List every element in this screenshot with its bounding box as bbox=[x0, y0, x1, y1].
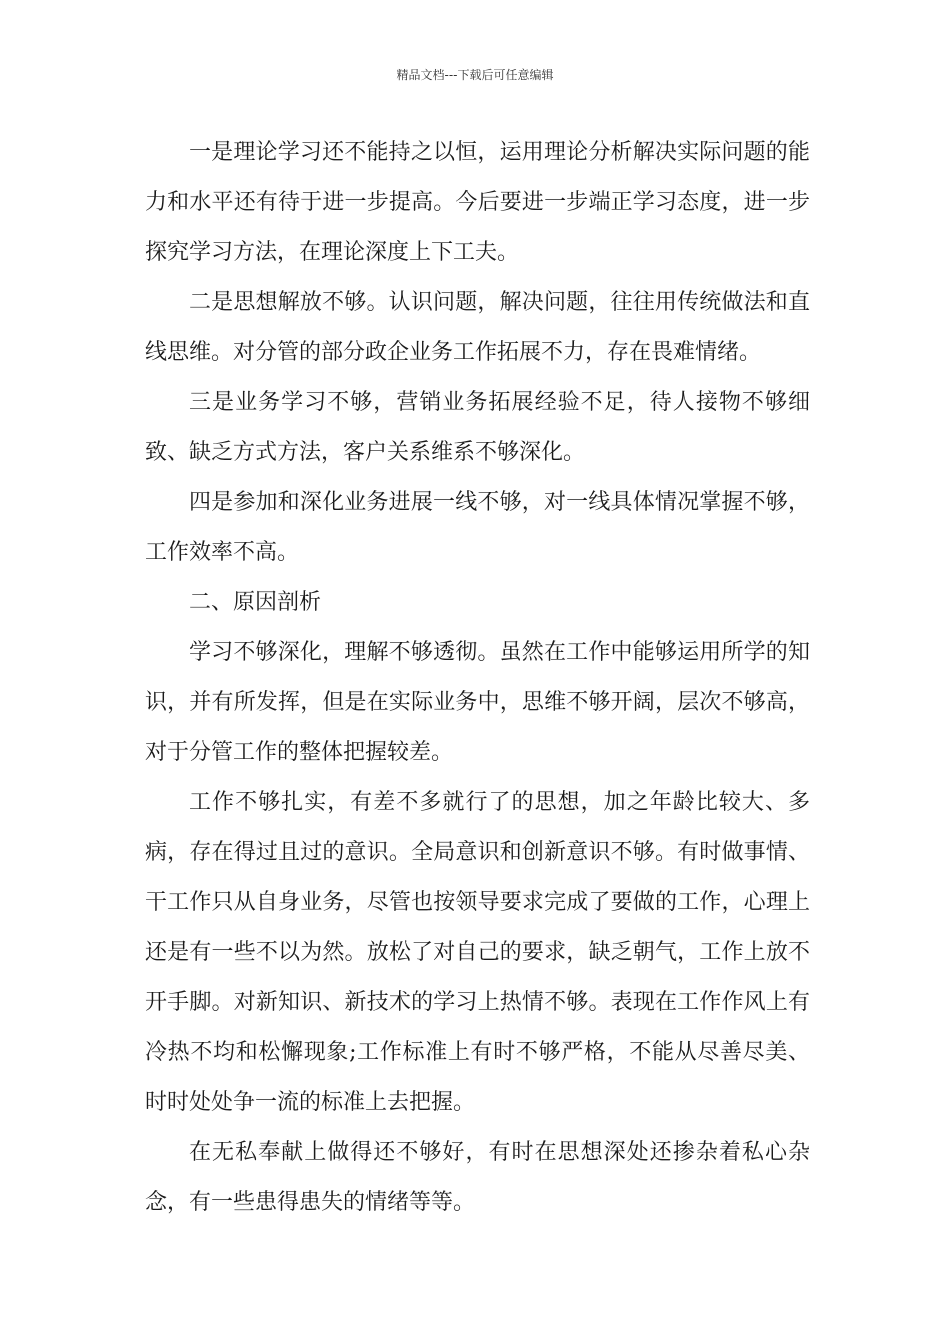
paragraph-thought-liberation: 二是思想解放不够。认识问题，解决问题，往往用传统做法和直线思维。对分管的部分政企业务工作拓展不力，存在畏难情绪。 bbox=[145, 290, 810, 365]
section-heading-cause-analysis: 二、原因剖析 bbox=[189, 590, 322, 615]
page-header: 精品文档---下载后可任意编辑 bbox=[396, 68, 554, 82]
paragraph-theory-study: 一是理论学习还不能持之以恒，运用理论分析解决实际问题的能力和水平还有待于进一步提高。今后要进一步端正学习态度，进一步探究学习方法，在理论深度上下工夫。 bbox=[145, 140, 810, 265]
paragraph-business-study: 三是业务学习不够，营销业务拓展经验不足，待人接物不够细致、缺乏方式方法，客户关系维系不够深化。 bbox=[145, 390, 810, 465]
paragraph-frontline-work: 四是参加和深化业务进展一线不够，对一线具体情况掌握不够，工作效率不高。 bbox=[145, 490, 810, 565]
paragraph-work-solidity: 工作不够扎实，有差不多就行了的思想，加之年龄比较大、多病，存在得过且过的意识。全局意识和创新意识不够。有时做事情、干工作只从自身业务，尽管也按领导要求完成了要做的工作，心理上还是有一些不以为然。放松了对自己的要求，缺乏朝气，工作上放不开手脚。对新知识、新技术的学习上热情不够。表现在工作作风上有冷热不均和松懈现象;工作标准上有时不够严格，不能从尽善尽美、时时处处争一流的标准上去把握。 bbox=[145, 790, 810, 1115]
document-body bbox=[145, 128, 810, 1228]
paragraph-selfless-dedication: 在无私奉献上做得还不够好，有时在思想深处还掺杂着私心杂念，有一些患得患失的情绪等等。 bbox=[145, 1140, 810, 1215]
paragraph-study-depth: 学习不够深化，理解不够透彻。虽然在工作中能够运用所学的知识，并有所发挥，但是在实际业务中，思维不够开阔，层次不够高，对于分管工作的整体把握较差。 bbox=[145, 640, 810, 765]
